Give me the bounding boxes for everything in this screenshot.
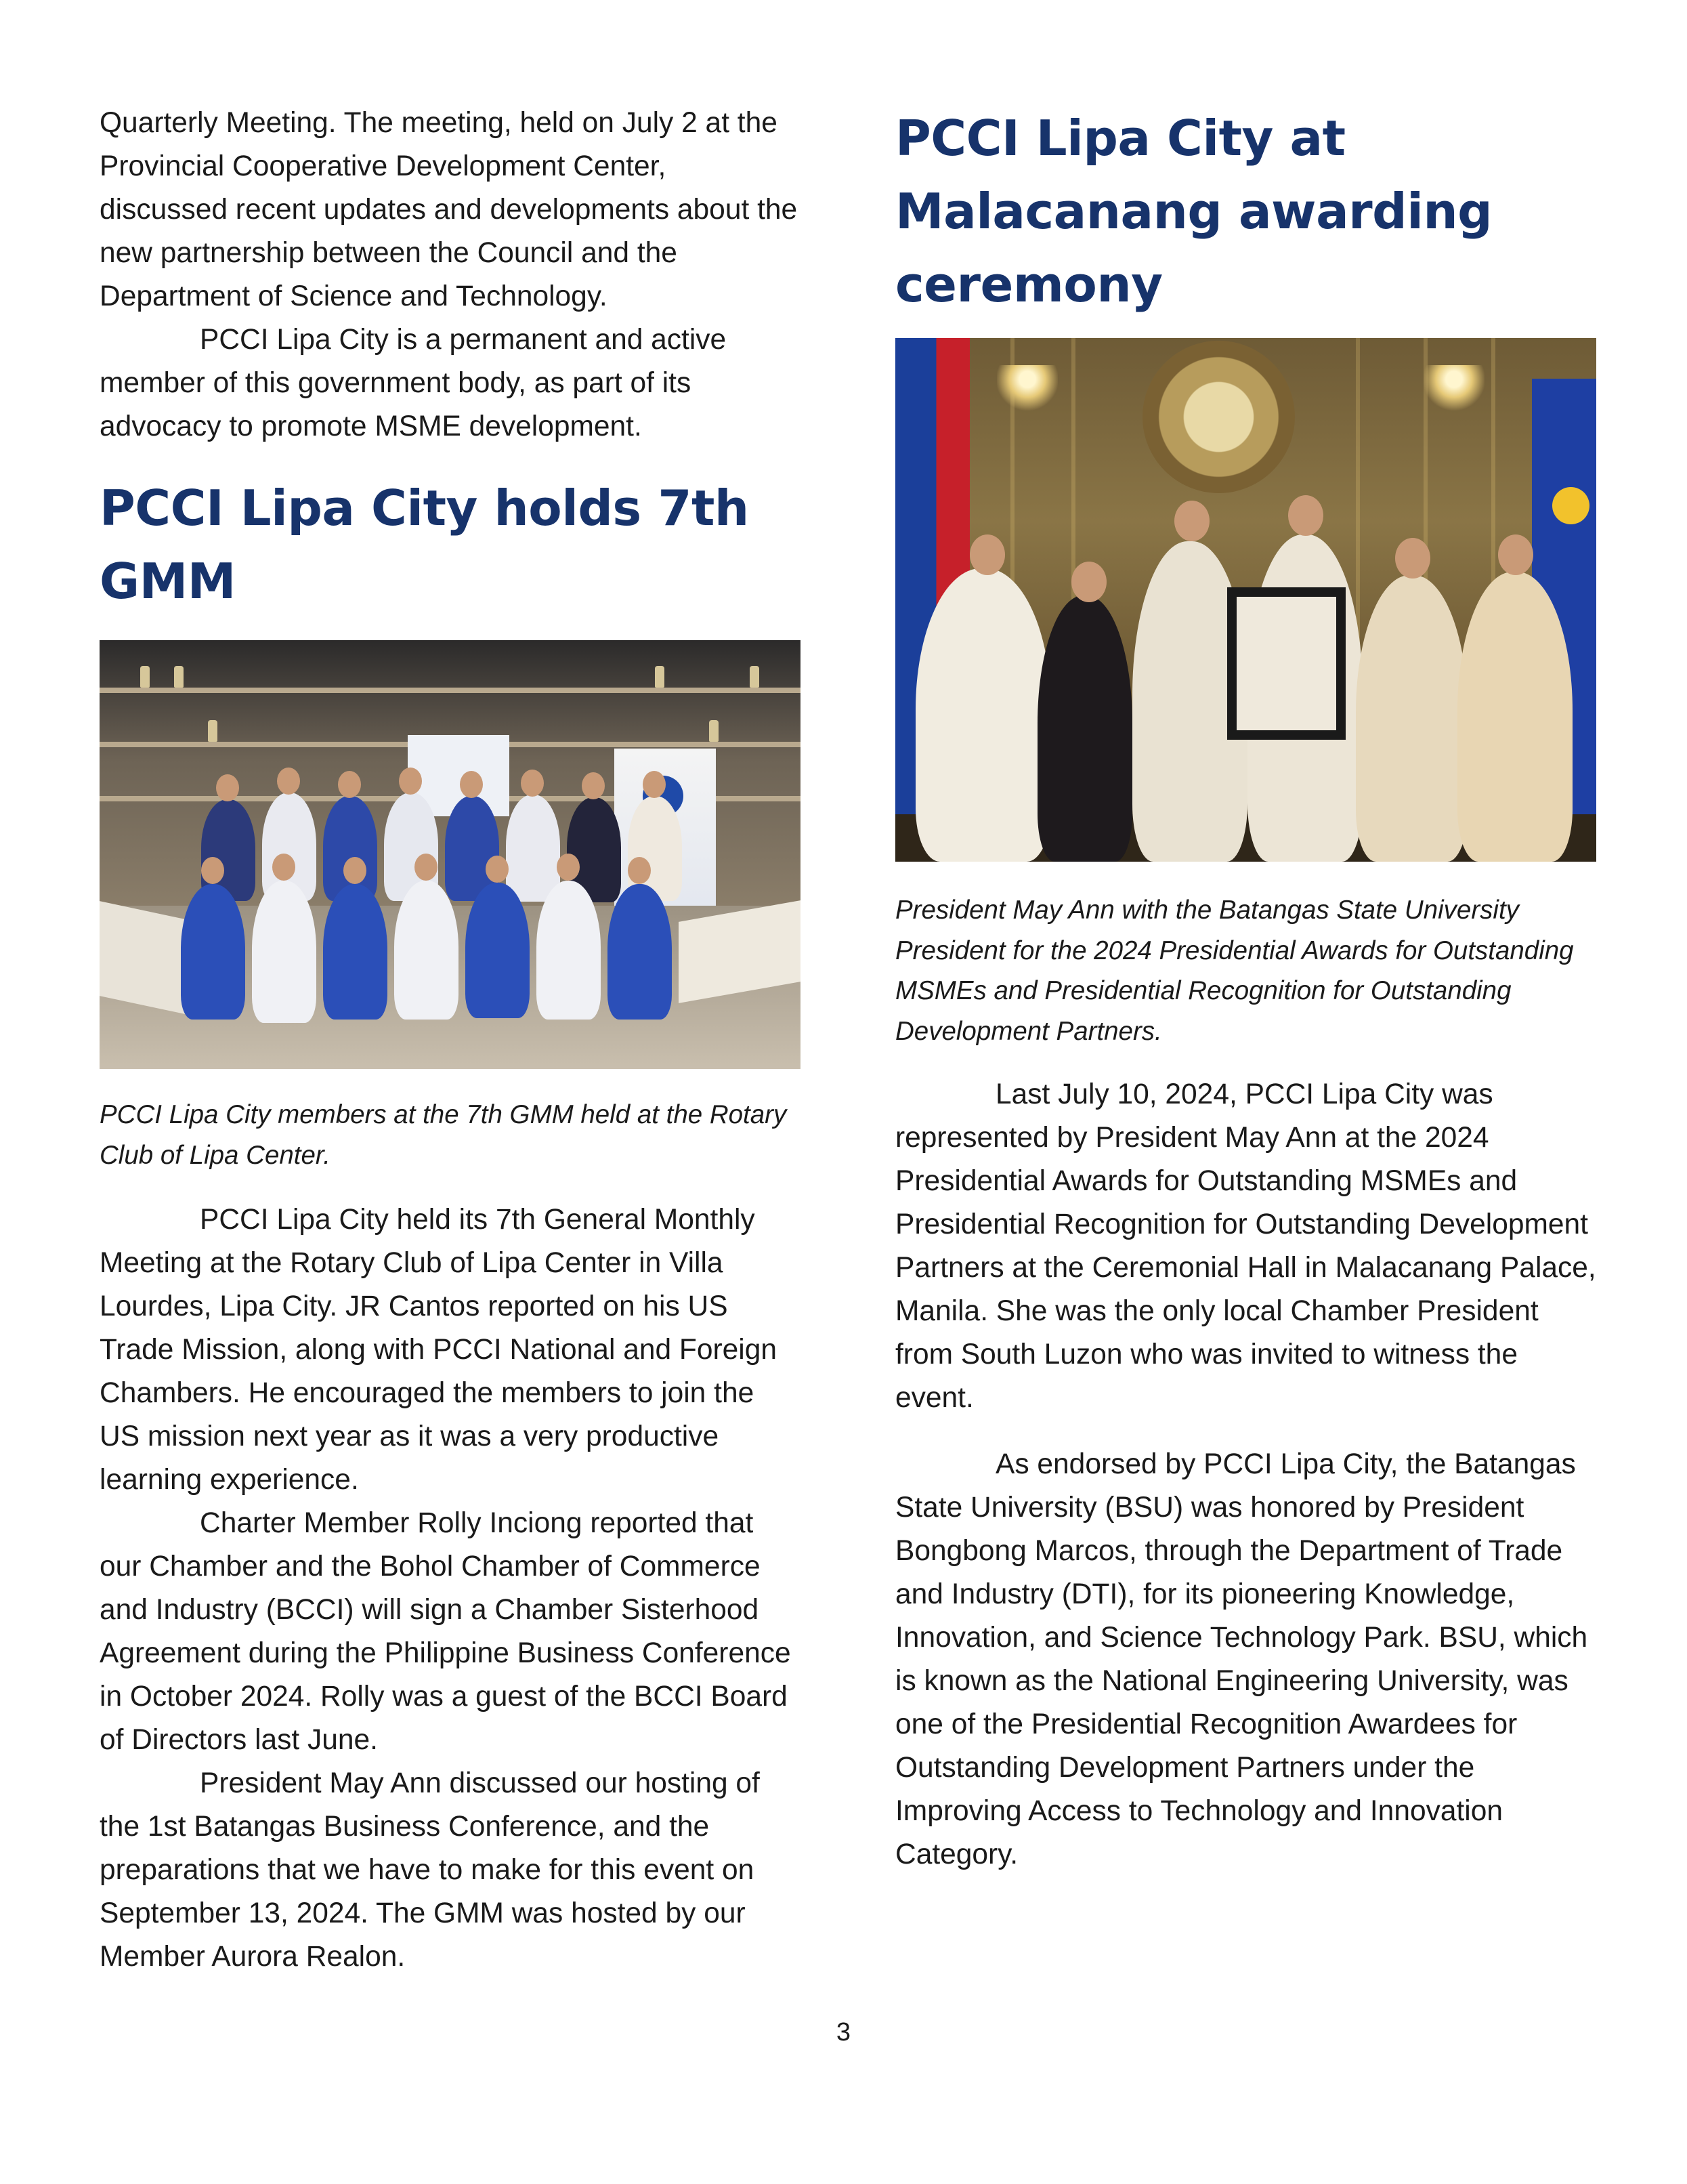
page-number: 3 [836, 2018, 851, 2046]
gmm-photo-caption: PCCI Lipa City members at the 7th GMM held at the Rotary Club of Lipa Center. [100, 1100, 787, 1170]
right-column [895, 102, 1596, 1876]
intro-paragraph-2: PCCI Lipa City is a permanent and active member of this government body, as part of its advocacy to promote MSME development. [100, 324, 727, 442]
gmm-paragraph-1: PCCI Lipa City held its 7th General Monthly Meeting at the Rotary Club of Lipa Center in Villa Lourdes, Lipa City. JR Cantos reported on his US Trade Mission, along with PCCI National and Foreign Chambers. He encouraged the members to join the US mission next year as it was a very productive learning experience. [100, 1204, 777, 1496]
left-column [100, 102, 800, 1979]
malacanang-ceremony-photo [895, 338, 1596, 862]
gmm-paragraph-2: Charter Member Rolly Inciong reported that our Chamber and the Bohol Chamber of Commerce and Industry (BCCI) will sign a Chamber Sisterhood Agreement during the Philippine Business Conference in October 2024. Rolly was a guest of the BCCI Board of Directors last June. [100, 1507, 791, 1756]
malacanang-paragraph-1: Last July 10, 2024, PCCI Lipa City was represented by President May Ann at the 2024 Presidential Awards for Outstanding MSMEs and Presidential Recognition for Outstanding Development Partners at the Ceremonial Hall in Malacanang Palace, Manila. She was the only local Chamber President from South Luzon who was invited to witness the event. [895, 1078, 1596, 1414]
intro-paragraph-1: Quarterly Meeting. The meeting, held on July 2 at the Provincial Cooperative Development Center, discussed recent updates and developments about the new partnership between the Council and the Department of Science and Technology. [100, 107, 798, 312]
malacanang-photo-caption: President May Ann with the Batangas State University President for the 2024 Presidential Awards for Outstanding MSMEs and Presidential Recognition for Outstanding Development Partners. [895, 896, 1574, 1046]
gmm-paragraph-3: President May Ann discussed our hosting of the 1st Batangas Business Conference, and the preparations that we have to make for this event on September 13, 2024. The GMM was hosted by our Member Aurora Realon. [100, 1767, 760, 1973]
malacanang-heading: PCCI Lipa City at Malacanang awarding ceremony [895, 110, 1493, 313]
gmm-heading: PCCI Lipa City holds 7th GMM [100, 480, 749, 610]
malacanang-paragraph-2: As endorsed by PCCI Lipa City, the Batangas State University (BSU) was honored by President Bongbong Marcos, through the Department of Trade and Industry (DTI), for its pioneering Knowledge, Innovation, and Science Technology Park. BSU, which is known as the National Engineering University, was one of the Presidential Recognition Awardees for Outstanding Development Partners under the Improving Access to Technology and Innovation Category. [895, 1448, 1588, 1870]
gmm-group-photo [100, 640, 800, 1069]
